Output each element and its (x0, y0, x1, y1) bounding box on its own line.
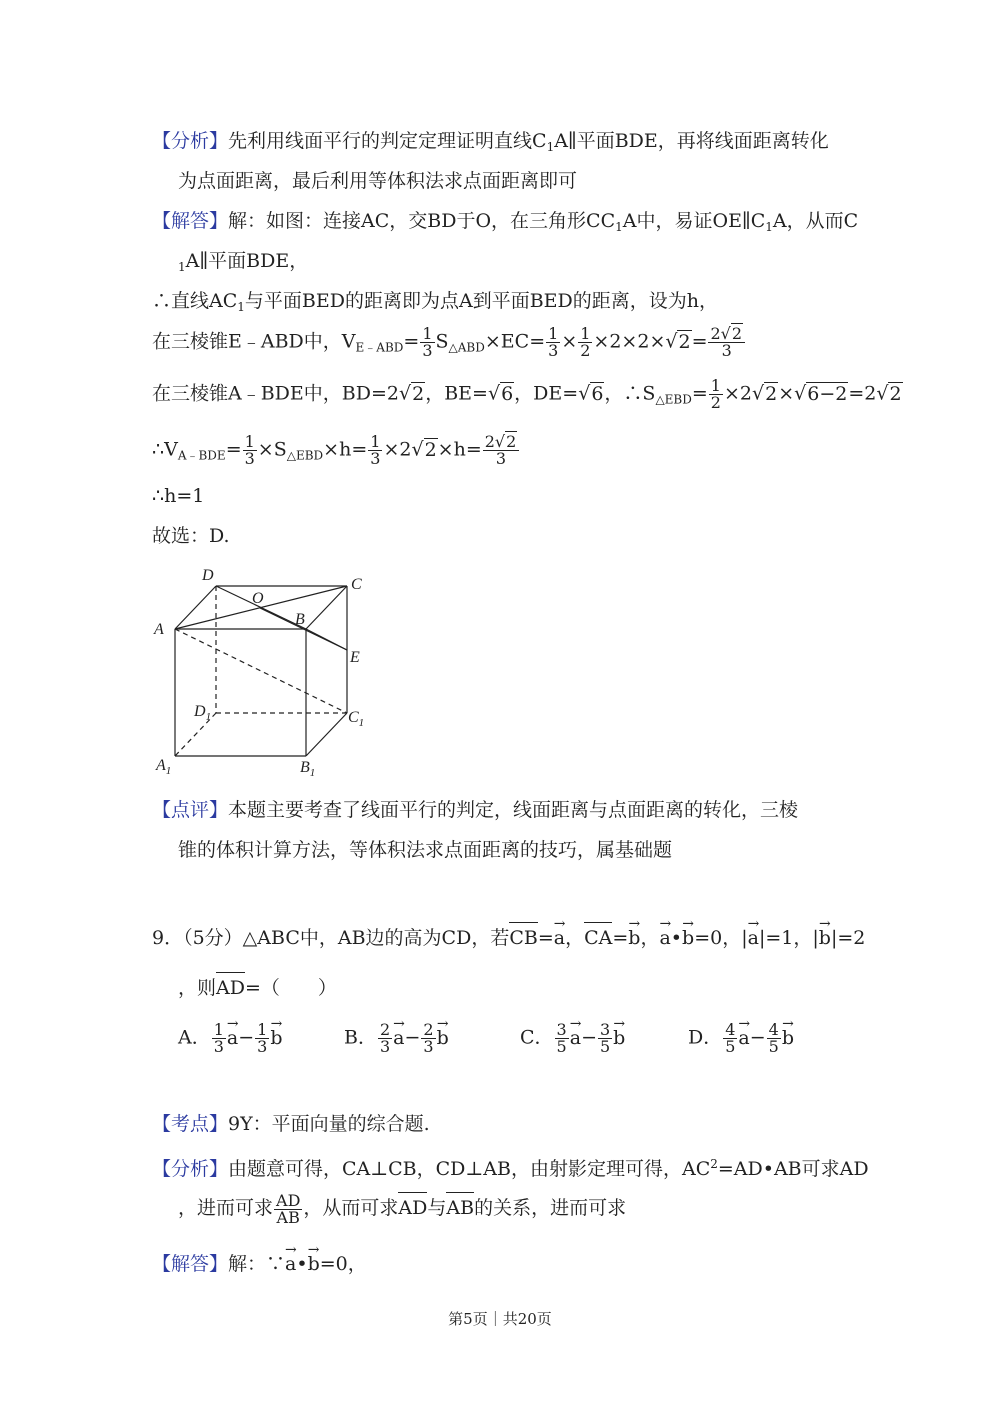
analysis2-line-2: ，进而可求 $\frac{AD}{AB}$ ，从而可求AD与AB的关系，进而可求 (178, 1190, 627, 1227)
answer-line-2: $_1$A∥平面BDE， (178, 250, 309, 274)
kaodian-tag: 【考点】 (152, 1113, 229, 1135)
answer-line-7: ∴h=1 (152, 485, 205, 507)
label-A: A (154, 621, 164, 638)
option-D[interactable]: D． $\frac{4}{5}$ → a− $\frac{4}{5}$ → b (688, 1022, 794, 1055)
edge-B1C1 (306, 713, 347, 756)
answer-line-4: 在三棱锥E﹣ABD中，$V_{E﹣ABD}=$ $\frac{1}{3}$ $S_{\triangle ABD}\times EC=$ $\frac{1}{3}$ × $\frac{1}{2}$ ×2×2×√2= $\frac{2√2}{3}$ (152, 326, 746, 362)
page-footer: 第5页｜共20页 (448, 1310, 552, 1328)
answer2-tag: 【解答】 (152, 1253, 229, 1275)
review-line-2: 锥的体积计算方法，等体积法求点面距离的技巧，属基础题 (178, 839, 673, 861)
analysis-line-2: 为点面距离，最后利用等体积法求点面距离即可 (178, 170, 578, 192)
answer-line-1: 【解答】解：如图：连接AC，交BD于O，在三角形$CC_1A$中，易证$OE\parallel C_1A$，从而C (152, 210, 859, 234)
answer2-line: 【解答】解：∵→ a•→ b=0， (152, 1250, 367, 1278)
label-E: E (350, 649, 360, 666)
question-9-line-1: 9．（5分）△ABC中，AB边的高为CD，若CB=→ a，CA=→ b，→ a•→ b=0，|→ a|=1，|→ b|=2 (152, 922, 865, 952)
label-A1: $A_1$ (156, 757, 172, 777)
analysis2-tag: 【分析】 (152, 1158, 229, 1180)
review-tag: 【点评】 (152, 799, 229, 821)
label-C1: $C_1$ (348, 709, 365, 729)
answer-line-5: 在三棱锥A﹣BDE中，BD=2√2，BE=√6，DE=√6，$\therefore S_{\triangle EBD}=$ $\frac{1}{2}$ ×2√2×√6−2=2√2 (152, 376, 902, 412)
option-A[interactable]: A． $\frac{1}{3}$ → a− $\frac{1}{3}$ → b (178, 1022, 283, 1055)
option-B[interactable]: B． $\frac{2}{3}$ → a− $\frac{2}{3}$ → b (344, 1022, 449, 1055)
option-C[interactable]: C． $\frac{3}{5}$ → a− $\frac{3}{5}$ → b (520, 1022, 625, 1055)
analysis-tag: 【分析】 (152, 130, 229, 152)
cube-figure (150, 562, 390, 782)
edge-CB (306, 586, 347, 629)
answer-line-8: 故选：D. (152, 525, 230, 547)
analysis-line-1: 【分析】先利用线面平行的判定定理证明直线$C_1A\parallel$平面BDE，再将线面距离转化 (152, 130, 829, 154)
review-line-1: 【点评】本题主要考查了线面平行的判定，线面距离与点面距离的转化，三棱 (152, 799, 799, 821)
answer-line-3: ∴直线$AC_1$与平面BED的距离即为点A到平面BED的距离，设为h， (152, 290, 718, 314)
label-D: D (202, 567, 214, 584)
label-O: O (252, 590, 264, 607)
label-B1: $B_1$ (300, 759, 316, 779)
answer-line-6: $\therefore V_{A﹣BDE}=$ $\frac{1}{3}$ $\times S_{\triangle EBD}\times h=$ $\frac{1}{3}$ ×2√2×h= $\frac{2√2}{3}$ (152, 434, 520, 470)
label-D1: $D_1$ (194, 703, 212, 723)
answer-tag: 【解答】 (152, 210, 229, 232)
label-B: B (295, 611, 305, 628)
edge-AD (175, 586, 216, 629)
question-9-line-2: ，则AD=（ ） (178, 972, 337, 1002)
label-C: C (351, 576, 362, 593)
seg-AC1 (175, 629, 347, 713)
kaodian-line: 【考点】9Y：平面向量的综合题. (152, 1113, 430, 1135)
analysis2-line-1: 【分析】由题意可得，CA⊥CB，CD⊥AB，由射影定理可得，$AC^2=AD•AB$可求AD (152, 1157, 869, 1180)
